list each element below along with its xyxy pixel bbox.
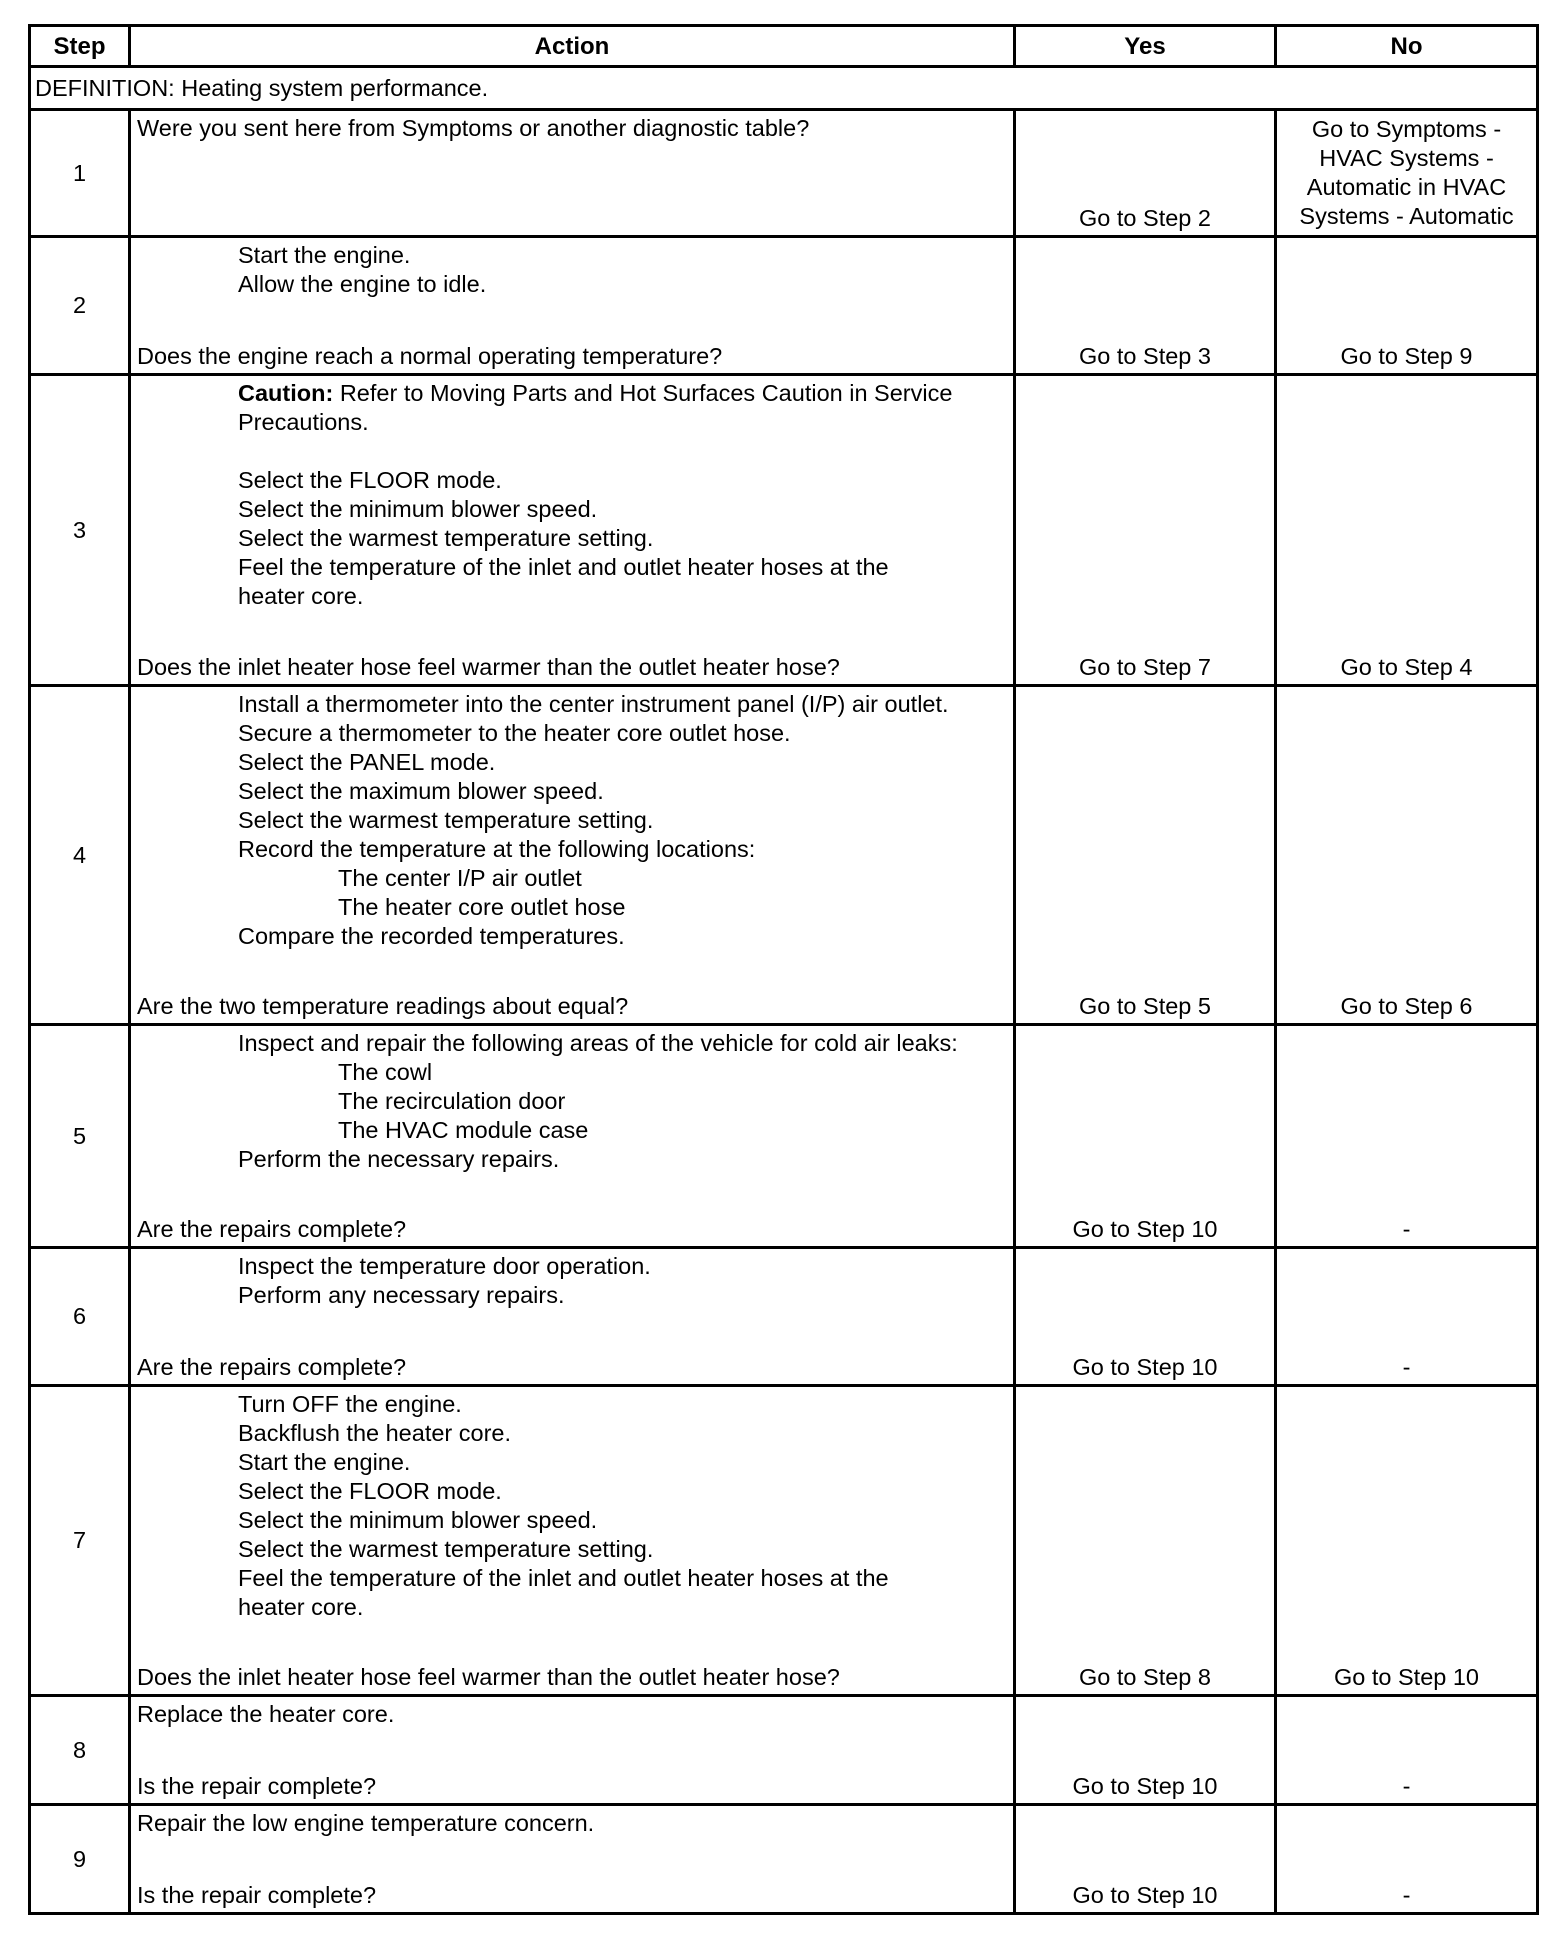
action-cell: [130, 237, 1015, 375]
no-result: Go to Step 10: [1276, 1386, 1538, 1696]
action-line: [137, 922, 1007, 951]
no-result: [1276, 110, 1538, 237]
action-line: [137, 893, 1007, 922]
action-question: Are the repairs complete?: [137, 1354, 407, 1380]
header-yes: Yes: [1015, 26, 1276, 67]
step-number: 3: [30, 375, 130, 686]
action-line-text: The HVAC module case: [338, 1117, 589, 1143]
action-line-text: The cowl: [338, 1059, 433, 1085]
action-line-text: Inspect the temperature door operation.: [238, 1253, 651, 1279]
action-line-text: Select the FLOOR mode.: [238, 467, 502, 493]
action-line-text: Select the FLOOR mode.: [238, 1478, 502, 1504]
action-line-text: Feel the temperature of the inlet and outlet heater hoses at the: [238, 554, 889, 580]
yes-result: Go to Step 5: [1015, 686, 1276, 1025]
yes-result: Go to Step 3: [1015, 237, 1276, 375]
no-result: -: [1276, 1696, 1538, 1805]
step-row: [30, 1805, 1538, 1914]
action-line-text: Start the engine.: [238, 242, 411, 268]
no-result-line: Go to Symptoms -: [1311, 116, 1502, 142]
action-line-text: The heater core outlet hose: [338, 894, 626, 920]
no-result: Go to Step 4: [1276, 375, 1538, 686]
step-row: [30, 1248, 1538, 1386]
action-line-text: Secure a thermometer to the heater core outlet hose.: [238, 720, 791, 746]
action-line: [137, 1622, 1007, 1651]
step-number: 1: [30, 110, 130, 237]
action-line: [137, 1448, 1007, 1477]
step-number: 9: [30, 1805, 130, 1914]
action-line: [137, 1477, 1007, 1506]
action-cell: [130, 1696, 1015, 1805]
action-cell: [130, 110, 1015, 237]
header-step: Step: [30, 26, 130, 67]
yes-result: Go to Step 10: [1015, 1248, 1276, 1386]
step-number: 8: [30, 1696, 130, 1805]
yes-result: Go to Step 10: [1015, 1025, 1276, 1248]
action-cell: [130, 1248, 1015, 1386]
yes-result: Go to Step 2: [1015, 110, 1276, 237]
action-cell: [130, 1386, 1015, 1696]
action-line: [137, 748, 1007, 777]
action-line: [137, 1700, 1007, 1729]
action-line: [137, 553, 1007, 582]
yes-result: Go to Step 10: [1015, 1805, 1276, 1914]
step-number: 4: [30, 686, 130, 1025]
action-line: [137, 270, 1007, 299]
action-question: Does the inlet heater hose feel warmer than the outlet heater hose?: [137, 1664, 840, 1690]
action-line-text: Replace the heater core.: [137, 1701, 395, 1727]
action-line: [137, 806, 1007, 835]
action-line: [137, 582, 1007, 611]
action-line: [137, 524, 1007, 553]
action-question: Are the repairs complete?: [137, 1216, 407, 1242]
action-line: [137, 1029, 1007, 1058]
action-line: [137, 1729, 1007, 1758]
step-row: [30, 237, 1538, 375]
action-line-text: Select the PANEL mode.: [238, 749, 496, 775]
step-number: 7: [30, 1386, 130, 1696]
action-line-text: Repair the low engine temperature concern.: [137, 1810, 595, 1836]
action-line: [137, 719, 1007, 748]
no-result-line: Systems - Automatic: [1299, 203, 1514, 229]
yes-result: Go to Step 7: [1015, 375, 1276, 686]
action-line-text: Allow the engine to idle.: [238, 271, 487, 297]
step-row: [30, 1025, 1538, 1248]
header-action: Action: [130, 26, 1015, 67]
action-line: [137, 1252, 1007, 1281]
action-line-text: Select the warmest temperature setting.: [238, 807, 654, 833]
action-line: [137, 951, 1007, 980]
definition-text: DEFINITION: Heating system performance.: [30, 67, 1538, 110]
action-line: [137, 299, 1007, 328]
action-line: [137, 864, 1007, 893]
action-line: [137, 1145, 1007, 1174]
step-row: [30, 686, 1538, 1025]
action-line-text: Inspect and repair the following areas of the vehicle for cold air leaks:: [238, 1030, 958, 1056]
step-number: 2: [30, 237, 130, 375]
no-result-line: Automatic in HVAC: [1306, 174, 1507, 200]
header-no: No: [1276, 26, 1538, 67]
diagnostic-table: [28, 24, 1539, 1915]
action-line: [137, 1174, 1007, 1203]
action-line-text: Record the temperature at the following locations:: [238, 836, 756, 862]
action-line-text: Backflush the heater core.: [238, 1420, 512, 1446]
action-line: [137, 114, 1007, 143]
action-line-text: Precautions.: [238, 409, 369, 435]
step-row: [30, 375, 1538, 686]
action-question: Are the two temperature readings about equal?: [137, 993, 629, 1019]
no-result: -: [1276, 1805, 1538, 1914]
action-line-text: Select the warmest temperature setting.: [238, 1536, 654, 1562]
action-line-text: Were you sent here from Symptoms or another diagnostic table?: [137, 115, 810, 141]
action-line-text: Select the minimum blower speed.: [238, 1507, 598, 1533]
action-line: [137, 379, 1007, 408]
action-question: Is the repair complete?: [137, 1773, 377, 1799]
action-line: [137, 1419, 1007, 1448]
action-line: [137, 1310, 1007, 1339]
action-line: [137, 1506, 1007, 1535]
action-question: Is the repair complete?: [137, 1882, 377, 1908]
action-line: [137, 1116, 1007, 1145]
no-result: -: [1276, 1025, 1538, 1248]
action-line-text: Perform the necessary repairs.: [238, 1146, 560, 1172]
action-line: [137, 835, 1007, 864]
action-line-text: The recirculation door: [338, 1088, 566, 1114]
action-line: [137, 690, 1007, 719]
action-line: [137, 777, 1007, 806]
action-line-text: Select the minimum blower speed.: [238, 496, 598, 522]
action-line-text: Compare the recorded temperatures.: [238, 923, 625, 949]
step-row: [30, 1386, 1538, 1696]
no-result-line: HVAC Systems -: [1319, 145, 1494, 171]
action-line: [137, 241, 1007, 270]
action-line: [137, 1838, 1007, 1867]
header-row: [30, 26, 1538, 67]
action-line: [137, 611, 1007, 640]
action-question: Does the engine reach a normal operating temperature?: [137, 343, 723, 369]
action-cell: [130, 375, 1015, 686]
action-line: [137, 1058, 1007, 1087]
no-result: Go to Step 6: [1276, 686, 1538, 1025]
action-line: [137, 1593, 1007, 1622]
action-line: [137, 1809, 1007, 1838]
step-number: 5: [30, 1025, 130, 1248]
action-question: Does the inlet heater hose feel warmer than the outlet heater hose?: [137, 654, 840, 680]
action-line-text: heater core.: [238, 1594, 364, 1620]
action-line: [137, 1535, 1007, 1564]
no-result: Go to Step 9: [1276, 237, 1538, 375]
action-line-text: Turn OFF the engine.: [238, 1391, 462, 1417]
action-line-text: Select the warmest temperature setting.: [238, 525, 654, 551]
step-row: [30, 110, 1538, 237]
step-number: 6: [30, 1248, 130, 1386]
action-cell: [130, 1805, 1015, 1914]
action-line: [137, 466, 1007, 495]
caution-label: Caution:: [238, 380, 334, 406]
action-line-text: The center I/P air outlet: [338, 865, 582, 891]
definition-row: [30, 67, 1538, 110]
action-line: [137, 1564, 1007, 1593]
action-line: [137, 1087, 1007, 1116]
action-cell: [130, 1025, 1015, 1248]
yes-result: Go to Step 8: [1015, 1386, 1276, 1696]
step-row: [30, 1696, 1538, 1805]
action-line-text: Feel the temperature of the inlet and outlet heater hoses at the: [238, 1565, 889, 1591]
action-line: [137, 1281, 1007, 1310]
no-result: -: [1276, 1248, 1538, 1386]
action-line-text: Refer to Moving Parts and Hot Surfaces Caution in Service: [333, 380, 953, 406]
action-line: [137, 408, 1007, 437]
action-line-text: Start the engine.: [238, 1449, 411, 1475]
action-line: [137, 1390, 1007, 1419]
action-line-text: heater core.: [238, 583, 364, 609]
action-cell: [130, 686, 1015, 1025]
action-line: [137, 437, 1007, 466]
action-line-text: Select the maximum blower speed.: [238, 778, 604, 804]
action-line-text: Perform any necessary repairs.: [238, 1282, 565, 1308]
action-line-text: Install a thermometer into the center instrument panel (I/P) air outlet.: [238, 691, 949, 717]
action-line: [137, 495, 1007, 524]
yes-result: Go to Step 10: [1015, 1696, 1276, 1805]
